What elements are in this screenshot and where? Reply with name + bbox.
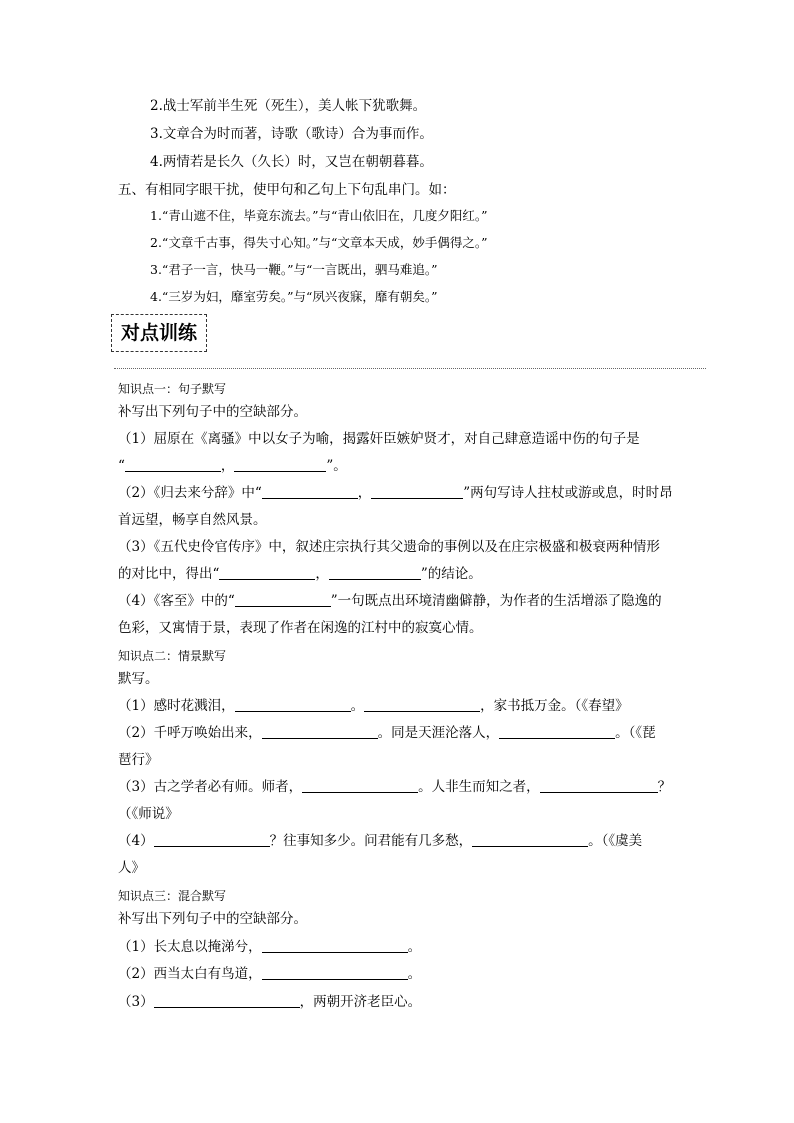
text: 。同是天涯沦落人， xyxy=(377,725,500,741)
answer-blank[interactable] xyxy=(219,565,315,580)
text: ， xyxy=(315,566,329,582)
answer-blank[interactable] xyxy=(262,965,408,980)
text: （1）感时花溅泪， xyxy=(118,698,235,714)
section4-item-4: 4.两情若是长久（久长）时，又岂在朝朝暮暮。 xyxy=(150,154,433,170)
text: ，两朝开济老臣心。 xyxy=(299,994,422,1010)
text: ”。 xyxy=(326,458,347,474)
text: 。 xyxy=(350,698,365,714)
kp2-q3-line1 xyxy=(118,777,671,797)
kp1-q1-line2 xyxy=(118,456,347,476)
answer-blank[interactable] xyxy=(262,724,378,739)
text: （4）《客至》中的“ xyxy=(118,593,235,609)
answer-blank[interactable] xyxy=(472,832,588,847)
kp3-instruction: 补写出下列句子中的空缺部分。 xyxy=(118,911,307,927)
kp3-q2 xyxy=(118,964,421,984)
text: （2）《归去来兮辞》中“ xyxy=(118,485,262,501)
kp1-q1-line1: （1）屈原在《离骚》中以女子为喻，揭露奸臣嫉妒贤才，对自己肆意造谣中伤的句子是 xyxy=(118,431,640,447)
text: ”的结论。 xyxy=(420,566,482,582)
text: ， xyxy=(220,458,235,474)
text: 的对比中，得出“ xyxy=(118,566,220,582)
text: “ xyxy=(118,458,125,474)
kp3-label: 知识点三：混合默写 xyxy=(118,889,227,903)
answer-blank[interactable] xyxy=(125,457,221,472)
kp2-q4-line2: 人》 xyxy=(118,860,145,876)
kp1-q2-line2: 首远望，畅享自然风景。 xyxy=(118,512,267,528)
section-divider xyxy=(114,368,706,369)
training-title: 对点训练 xyxy=(111,314,207,352)
text: 。 xyxy=(407,966,422,982)
kp1-q4-line1 xyxy=(118,591,662,611)
answer-blank[interactable] xyxy=(154,993,300,1008)
answer-blank[interactable] xyxy=(329,565,421,580)
answer-blank[interactable] xyxy=(499,724,615,739)
text: ？ xyxy=(657,779,672,795)
section5-heading: 五、有相同字眼干扰，使甲句和乙句上下句乱串门。如： xyxy=(118,182,456,198)
text: ”两句写诗人拄杖或游或息，时时昂 xyxy=(463,485,673,501)
answer-blank[interactable] xyxy=(262,484,358,499)
text: 。（《琵 xyxy=(615,725,656,741)
kp1-instruction: 补写出下列句子中的空缺部分。 xyxy=(118,404,307,420)
kp2-q3-line2: （《师说》 xyxy=(118,806,179,822)
kp1-q3-line2 xyxy=(118,564,482,584)
text: 。（《虞美 xyxy=(588,833,643,849)
kp1-label: 知识点一：句子默写 xyxy=(118,382,227,396)
section5-item-1: 1.“青山遮不住，毕竟东流去。”与“青山依旧在，几度夕阳红。” xyxy=(150,208,488,223)
text: ， xyxy=(357,485,372,501)
section5-item-2: 2.“文章千古事，得失寸心知。”与“文章本天成，妙手偶得之。” xyxy=(150,235,488,250)
text: （3） xyxy=(118,994,154,1010)
kp3-q3 xyxy=(118,992,421,1012)
text: （1）长太息以掩涕兮， xyxy=(118,939,262,955)
kp2-q2-line1 xyxy=(118,723,656,743)
answer-blank[interactable] xyxy=(371,484,463,499)
text: （2）西当太白有鸟道， xyxy=(118,966,262,982)
text: （2）千呼万唤始出来， xyxy=(118,725,262,741)
answer-blank[interactable] xyxy=(235,697,351,712)
text: （4） xyxy=(118,833,154,849)
section5-item-3: 3.“君子一言，快马一鞭。”与“一言既出，驷马难追。” xyxy=(150,262,438,277)
answer-blank[interactable] xyxy=(262,938,408,953)
answer-blank[interactable] xyxy=(302,778,418,793)
text: 。人非生而知之者， xyxy=(418,779,540,795)
answer-blank[interactable] xyxy=(540,778,658,793)
kp2-q2-line2: 琶行》 xyxy=(118,752,159,768)
text: ”一句既点出环境清幽僻静，为作者的生活增添了隐逸的 xyxy=(330,593,662,609)
text: ？往事知多少。问君能有几多愁， xyxy=(269,833,473,849)
text: ，家书抵万金。（《春望》 xyxy=(480,698,629,714)
text: 。 xyxy=(407,939,422,955)
answer-blank[interactable] xyxy=(234,457,326,472)
kp2-label: 知识点二：情景默写 xyxy=(118,649,227,663)
answer-blank[interactable] xyxy=(364,697,480,712)
kp1-q4-line2: 色彩，又寓情于景，表现了作者在闲逸的江村中的寂寞心情。 xyxy=(118,620,483,636)
kp2-q1 xyxy=(118,696,629,716)
kp1-q2-line1 xyxy=(118,483,673,503)
kp2-q4-line1 xyxy=(118,831,642,851)
kp3-q1 xyxy=(118,937,421,957)
section5-item-4: 4.“三岁为妇，靡室劳矣。”与“夙兴夜寐，靡有朝矣。” xyxy=(150,289,438,304)
answer-blank[interactable] xyxy=(154,832,270,847)
text: （3）古之学者必有师。师者， xyxy=(118,779,303,795)
section4-item-3: 3.文章合为时而著，诗歌（歌诗）合为事而作。 xyxy=(150,126,433,142)
kp2-instruction: 默写。 xyxy=(118,671,159,687)
answer-blank[interactable] xyxy=(235,592,331,607)
section4-item-2: 2.战士军前半生死（死生），美人帐下犹歌舞。 xyxy=(150,98,427,114)
kp1-q3-line1: （3）《五代史伶官传序》中，叙述庄宗执行其父遗命的事例以及在庄宗极盛和极衰两种情形 xyxy=(118,539,660,555)
